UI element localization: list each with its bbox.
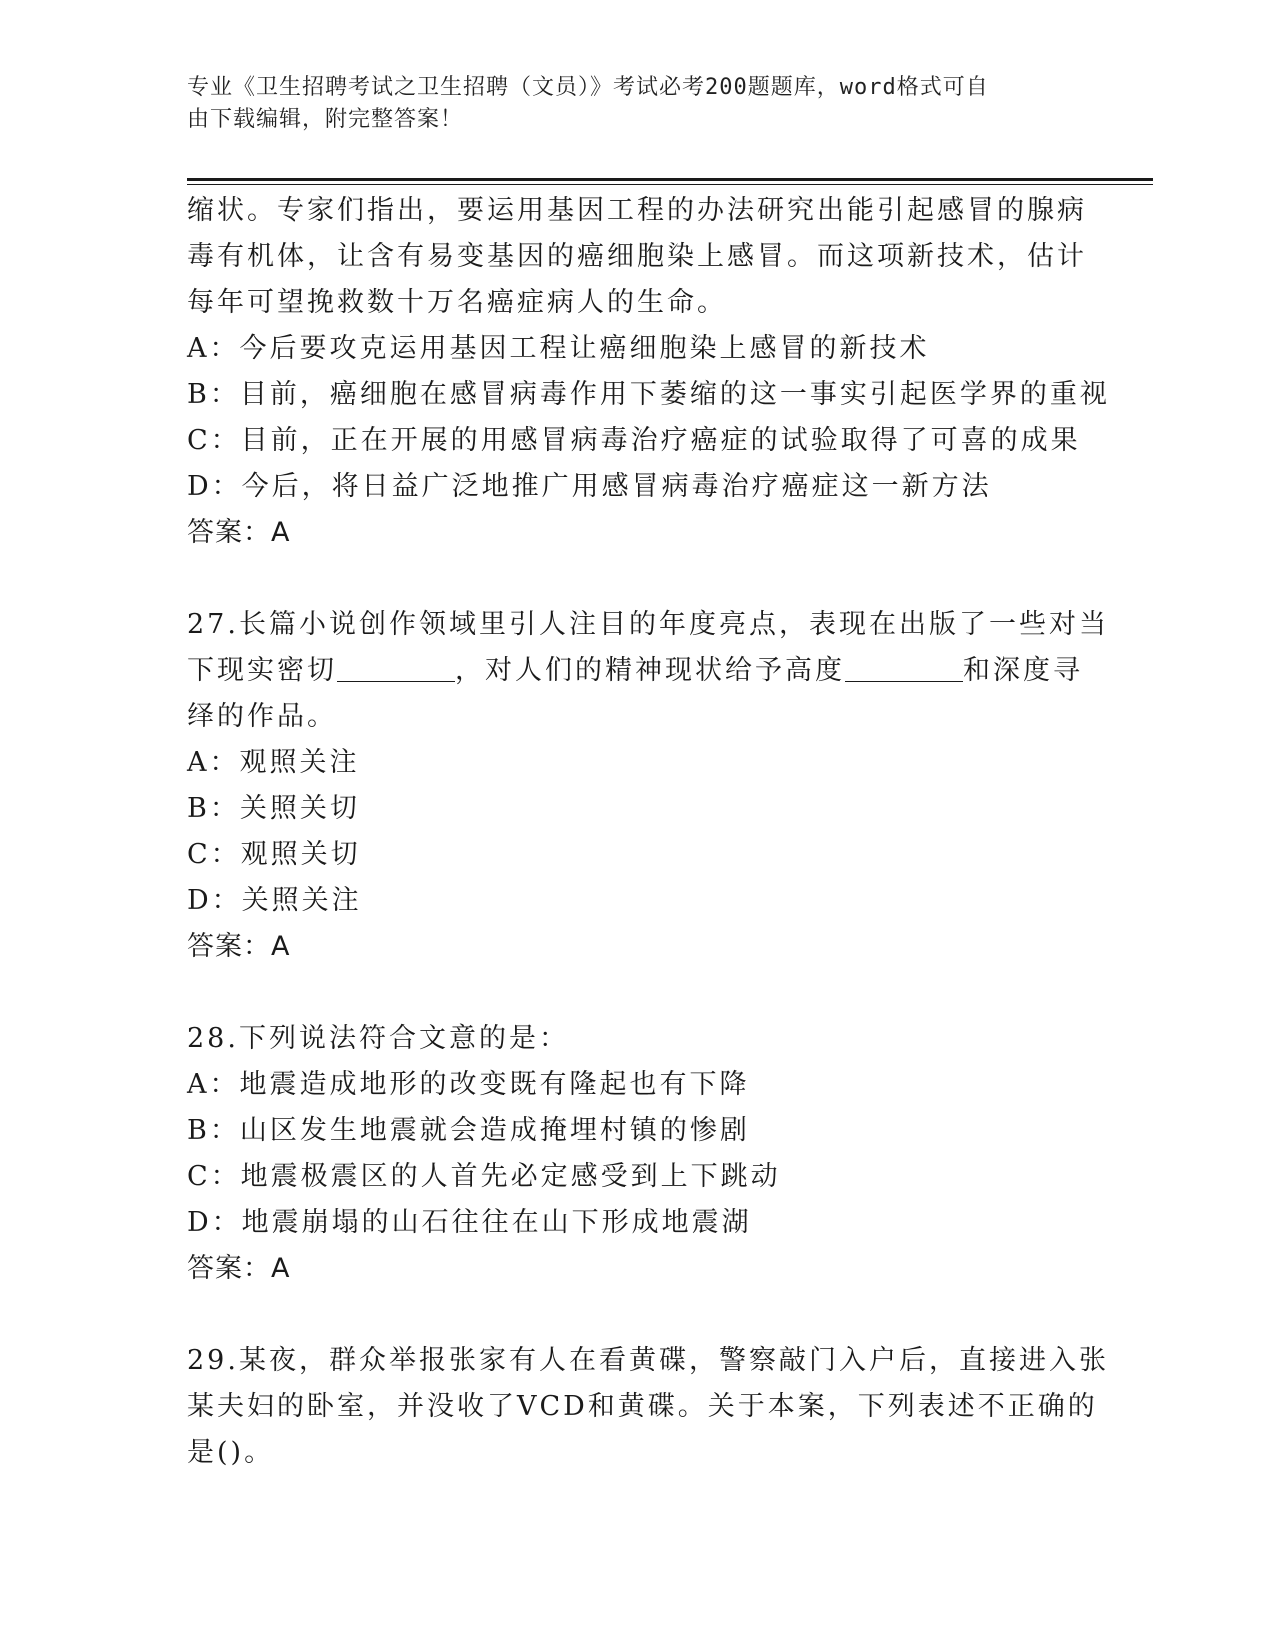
header-line-2: 由下载编辑，附完整答案！ (187, 107, 464, 132)
answer-label: 答案：A (187, 1253, 291, 1284)
question-stem-line: 28.下列说法符合文意的是： (187, 1023, 569, 1054)
fill-blank (337, 655, 455, 682)
question-28 (187, 1016, 1087, 1292)
option-b: B：关照关切 (187, 793, 360, 824)
stem-text: 和深度寻 (963, 655, 1083, 686)
header-line-1: 专业《卫生招聘考试之卫生招聘（文员）》考试必考200题题库，word格式可自 (187, 75, 989, 100)
header-divider-thin (187, 184, 1153, 185)
question-stem-line: 毒有机体，让含有易变基因的癌细胞染上感冒。而这项新技术，估计 (187, 241, 1087, 272)
document-header (187, 72, 1087, 136)
document-body (187, 188, 1110, 1476)
stem-text: 下现实密切 (187, 655, 337, 686)
question-stem-line (187, 648, 1087, 694)
question-stem-line: 缩状。专家们指出，要运用基因工程的办法研究出能引起感冒的腺病 (187, 195, 1087, 226)
question-stem-line: 27.长篇小说创作领域里引人注目的年度亮点，表现在出版了一些对当 (187, 609, 1109, 640)
option-b: B：山区发生地震就会造成掩埋村镇的惨剧 (187, 1115, 750, 1146)
question-stem-line: 绎的作品。 (187, 701, 337, 732)
option-d: D：关照关注 (187, 885, 362, 916)
answer-label: 答案：A (187, 931, 291, 962)
stem-text: ，对人们的精神现状给予高度 (455, 655, 845, 686)
option-d: D：地震崩塌的山石往往在山下形成地震湖 (187, 1207, 752, 1238)
question-stem-line: 是()。 (187, 1437, 275, 1468)
option-a: A：观照关注 (187, 747, 360, 778)
option-a: A：今后要攻克运用基因工程让癌细胞染上感冒的新技术 (187, 333, 930, 364)
header-divider-thick (187, 178, 1153, 181)
answer-label: 答案：A (187, 517, 291, 548)
option-b: B：目前，癌细胞在感冒病毒作用下萎缩的这一事实引起医学界的重视 (187, 379, 1110, 410)
option-c: C：观照关切 (187, 839, 361, 870)
question-stem-line: 每年可望挽救数十万名癌症病人的生命。 (187, 287, 727, 318)
fill-blank (845, 655, 963, 682)
question-stem-line: 29.某夜，群众举报张家有人在看黄碟，警察敲门入户后，直接进入张 (187, 1345, 1109, 1376)
question-29 (187, 1338, 1109, 1476)
option-c: C：目前，正在开展的用感冒病毒治疗癌症的试验取得了可喜的成果 (187, 425, 1081, 456)
option-a: A：地震造成地形的改变既有隆起也有下降 (187, 1069, 750, 1100)
question-stem-line: 某夫妇的卧室，并没收了VCD和黄碟。关于本案，下列表述不正确的 (187, 1391, 1098, 1422)
option-c: C：地震极震区的人首先必定感受到上下跳动 (187, 1161, 781, 1192)
option-d: D：今后，将日益广泛地推广用感冒病毒治疗癌症这一新方法 (187, 471, 992, 502)
question-26 (187, 188, 1110, 556)
question-27 (187, 602, 1109, 970)
